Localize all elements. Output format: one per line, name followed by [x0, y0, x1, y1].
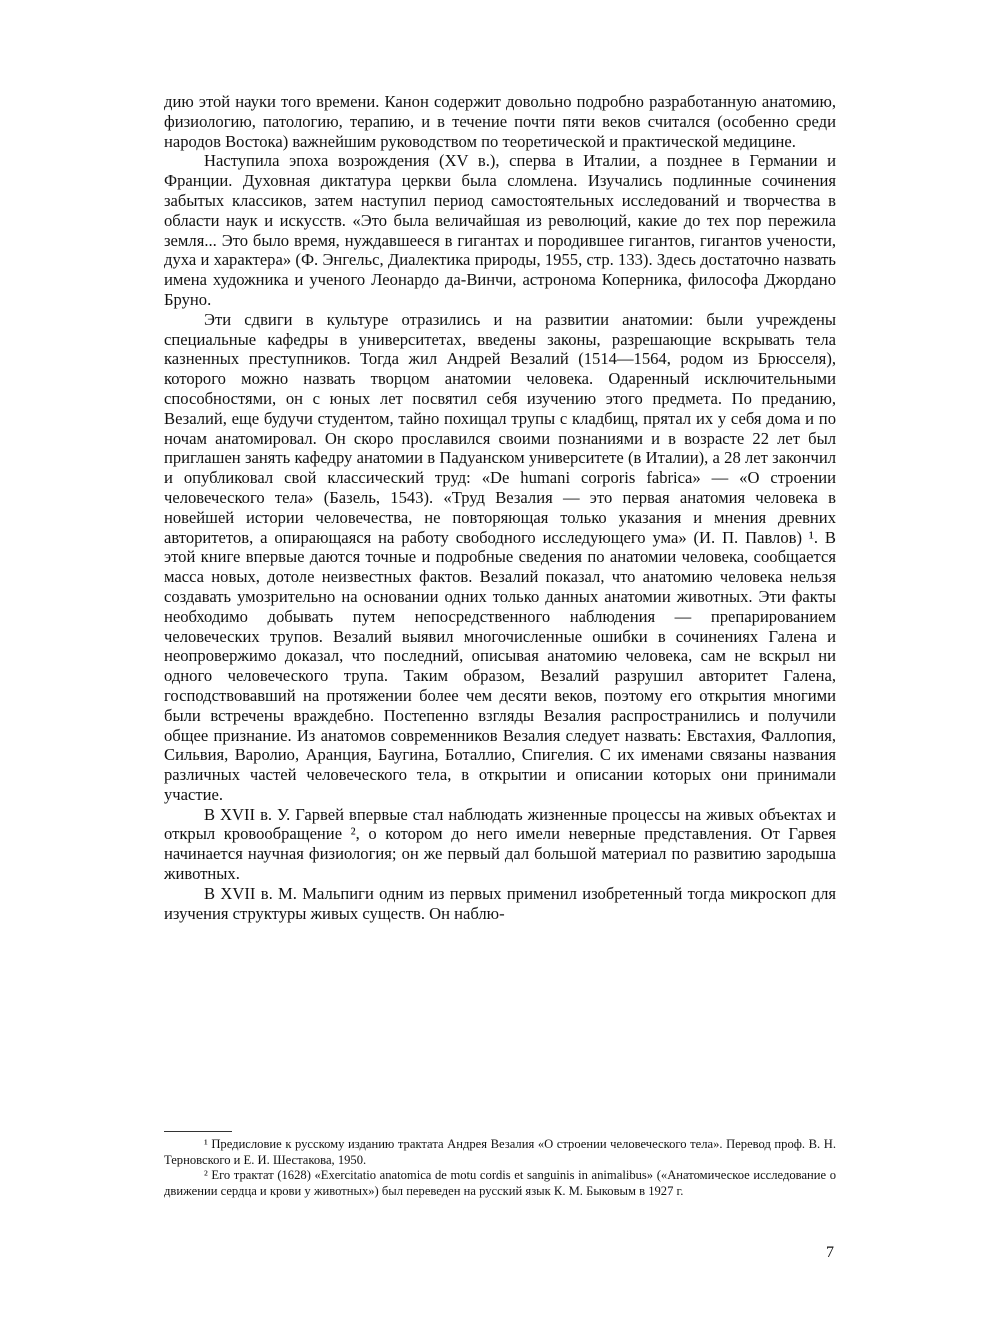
paragraph-4: В XVII в. У. Гарвей впервые стал наблюдать жизненные процессы на живых объектах и открыл кровообращение ², о котором до него имели неверные представления. От Гарвея начинается научная физиология; он же первый дал большой материал по развитию зародыша животных.: [164, 804, 836, 884]
footnote-1: ¹ Предисловие к русскому изданию трактата Андрея Везалия «О строении человеческого тела». Перевод проф. В. Н. Терновского и Е. И. Шестакова, 1950.: [164, 1137, 836, 1167]
footnote-2: ² Его трактат (1628) «Exercitatio anatomica de motu cordis et sanguinis in animalibus» («Анатомическое исследование о движении сердца и крови у животных») был переведен на русский язык К. М. Быковым в 1927 г.: [164, 1168, 836, 1198]
paragraph-1: дию этой науки того времени. Канон содержит довольно подробно разработанную анатомию, физиологию, патологию, терапию, и в течение почти пяти веков считался (особенно среди народов Востока) важнейшим руководством по теоретической и практической медицине.: [164, 92, 836, 151]
footnotes: [164, 1137, 836, 1199]
paragraph-5: В XVII в. М. Мальпиги одним из первых применил изобретенный тогда микроскоп для изучения структуры живых существ. Он наблю-: [164, 883, 836, 923]
page-number: 7: [826, 1244, 834, 1261]
paragraph-3: Эти сдвиги в культуре отразились и на развитии анатомии: были учреждены специальные кафедры в университетах, введены законы, разрешающие вскрывать тела казненных преступников. Тогда жил Андрей Везалий (1514—1564, родом из Брюсселя), которого можно назвать творцом анатомии человека. Одаренный исключительными способностями, он с юных лет посвятил себя изучению этого предмета. По преданию, Везалий, еще будучи студентом, тайно похищал трупы с кладбищ, прятал их у себя дома и по ночам анатомировал. Он скоро прославился своими познаниями и в возрасте 22 лет был приглашен занять кафедру анатомии в Падуанском университете (в Италии), а 28 лет закончил и опубликовал свой классический труд: «De humani corporis fabrica» — «О строении человеческого тела» (Базель, 1543). «Труд Везалия — это первая анатомия человека в новейшей истории человечества, не повторяющая только указания и мнения древних авторитетов, а опирающаяся на работу свободного исследующего ума» (И. П. Павлов) ¹. В этой книге впервые даются точные и подробные сведения по анатомии человека, сообщается масса новых, дотоле неизвестных фактов. Везалий показал, что анатомию человека нельзя создавать умозрительно на основании одних только данных анатомии животных. Эти факты необходимо добывать путем непосредственного наблюдения — препарированием человеческих трупов. Везалий выявил многочисленные ошибки в сочинениях Галена и неопровержимо доказал, что последний, описывая анатомию человека, сам не вскрыл ни одного человеческого трупа. Таким образом, Везалий разрушил авторитет Галена, господствовавший на протяжении более чем десяти веков, поэтому его открытия многими были встречены враждебно. Постепенно взгляды Везалия распространились и получили общее признание. Из анатомов современников Везалия следует назвать: Евстахия, Фаллопия, Сильвия, Варолио, Аранция, Баугина, Боталлио, Спигелия. С их именами связаны названия различных частей человеческого тела, в открытии и описании которых они принимали участие.: [164, 309, 836, 804]
paragraph-2: Наступила эпоха возрождения (XV в.), сперва в Италии, а позднее в Германии и Франции. Духовная диктатура церкви была сломлена. Изучались подлинные сочинения забытых классиков, затем наступил период самостоятельных исследований и творчества в области наук и искусств. «Это была величайшая из революций, какие до тех пор пережила земля... Это было время, нуждавшееся в гигантах и породившее гигантов, гигантов учености, духа и характера» (Ф. Энгельс, Диалектика природы, 1955, стр. 133). Здесь достаточно назвать имена художника и ученого Леонардо да-Винчи, астронома Коперника, философа Джордано Бруно.: [164, 151, 836, 309]
footnote-divider: [164, 1131, 232, 1132]
main-text: [164, 92, 836, 923]
